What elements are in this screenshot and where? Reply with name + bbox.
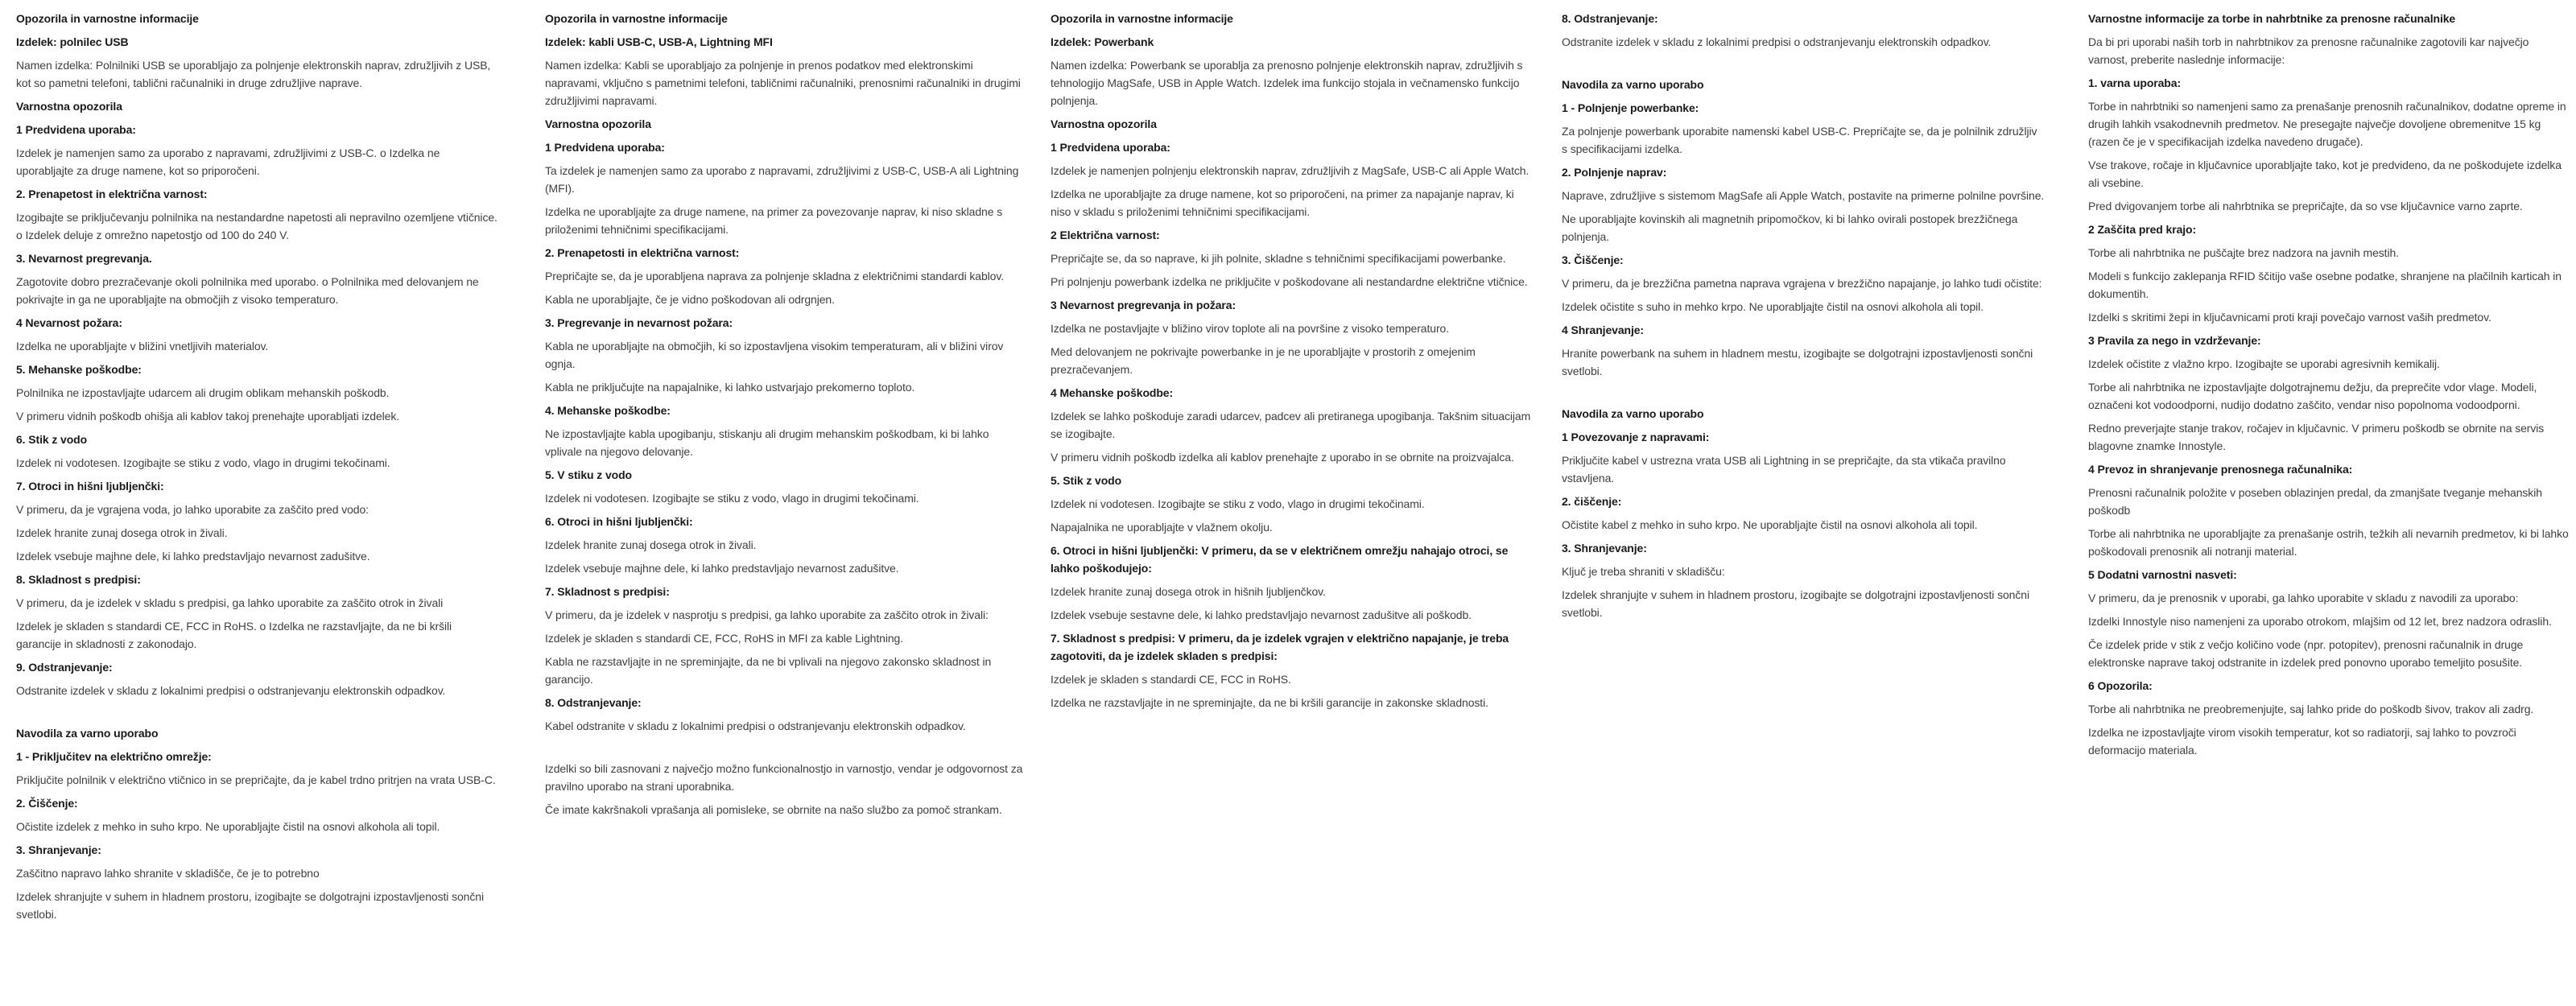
section-heading: 6. Otroci in hišni ljubljenčki: V primeru, da se v električnem omrežju nahajajo otroci, se lahko poškodujejo: bbox=[1051, 544, 1509, 575]
paragraph: Izdelek očistite s suho in mehko krpo. Ne uporabljajte čistil na osnovi alkohola ali topil. bbox=[1562, 300, 1984, 313]
paragraph: Izdelek shranjujte v suhem in hladnem prostoru, izogibajte se dolgotrajni izpostavljenosti sončni svetlobi. bbox=[16, 890, 484, 921]
paragraph: Pri polnjenju powerbank izdelka ne priključite v poškodovane ali nestandardne električne vtičnice. bbox=[1051, 275, 1528, 288]
section-heading: 2. Čiščenje: bbox=[16, 797, 78, 810]
paragraph: Ključ je treba shraniti v skladišču: bbox=[1562, 565, 1725, 578]
paragraph: V primeru, da je izdelek v skladu s predpisi, ga lahko uporabite za zaščito otrok in živali bbox=[16, 596, 444, 609]
section-heading: 1 - Priključitev na električno omrežje: bbox=[16, 750, 212, 763]
section-heading: 9. Odstranjevanje: bbox=[16, 661, 113, 674]
paragraph: Namen izdelka: Polnilniki USB se uporabljajo za polnjenje elektronskih naprav, združljivih z USB, kot so pametni telefoni, tablični računalniki in druge združljive naprave. bbox=[16, 59, 491, 89]
section-heading: 3 Pravila za nego in vzdrževanje: bbox=[2088, 334, 2261, 347]
paragraph: V primeru, da je prenosnik v uporabi, ga lahko uporabite v skladu z navodili za uporabo: bbox=[2088, 592, 2519, 604]
section-heading: 5. V stiku z vodo bbox=[545, 468, 632, 481]
paragraph: Napajalnika ne uporabljajte v vlažnem okolju. bbox=[1051, 521, 1273, 534]
section-heading: 2 Električna varnost: bbox=[1051, 229, 1160, 241]
paragraph: Izdelki Innostyle niso namenjeni za uporabo otrokom, mlajšim od 12 let, brez nadzora odraslih. bbox=[2088, 615, 2552, 628]
section-heading: Izdelek: kabli USB-C, USB-A, Lightning MFI bbox=[545, 35, 773, 48]
paragraph: Odstranite izdelek v skladu z lokalnimi predpisi o odstranjevanju elektronskih odpadkov. bbox=[16, 684, 446, 697]
paragraph: Pred dvigovanjem torbe ali nahrbtnika se prepričajte, da so vse ključavnice varno zaprte. bbox=[2088, 200, 2523, 212]
document-column-2 bbox=[545, 10, 1028, 824]
section-heading: 2 Zaščita pred krajo: bbox=[2088, 223, 2197, 236]
paragraph: Izdelek je skladen s standardi CE, FCC in RoHS. bbox=[1051, 673, 1291, 686]
paragraph: Vse trakove, ročaje in ključavnice uporabljajte tako, kot je predvideno, da ne poškodujete izdelka ali vsebine. bbox=[2088, 159, 2562, 189]
paragraph: Izdelek hranite zunaj dosega otrok in hišnih ljubljenčkov. bbox=[1051, 585, 1326, 598]
paragraph: Priključite kabel v ustrezna vrata USB ali Lightning in se prepričajte, da sta vtikača pravilno vstavljena. bbox=[1562, 454, 2006, 484]
paragraph: Ne uporabljajte kovinskih ali magnetnih pripomočkov, ki bi lahko ovirali postopek brezžičnega polnjenja. bbox=[1562, 212, 2018, 243]
paragraph: Izdelek je namenjen polnjenju elektronskih naprav, združljivih z MagSafe, USB-C ali Apple Watch. bbox=[1051, 164, 1530, 177]
spacer bbox=[545, 740, 1028, 760]
paragraph: Kabla ne uporabljajte na območjih, ki so izpostavljena visokim temperaturam, ali v bližini virov ognja. bbox=[545, 340, 1004, 370]
paragraph: Kabel odstranite v skladu z lokalnimi predpisi o odstranjevanju elektronskih odpadkov. bbox=[545, 719, 966, 732]
section-heading: Varnostna opozorila bbox=[1051, 118, 1157, 130]
section-heading: 1 - Polnjenje powerbanke: bbox=[1562, 101, 1699, 114]
paragraph: Naprave, združljive s sistemom MagSafe ali Apple Watch, postavite na primerne polnilne površine. bbox=[1562, 189, 2045, 202]
section-heading: Varnostne informacije za torbe in nahrbtnike za prenosne računalnike bbox=[2088, 12, 2456, 25]
section-heading: Navodila za varno uporabo bbox=[16, 727, 159, 740]
paragraph: Če imate kakršnakoli vprašanja ali pomisleke, se obrnite na našo službo za pomoč strankam. bbox=[545, 803, 1002, 816]
section-heading: 3. Nevarnost pregrevanja. bbox=[16, 252, 152, 265]
section-heading: 2. Polnjenje naprav: bbox=[1562, 166, 1667, 179]
paragraph: Izdelek je skladen s standardi CE, FCC in RoHS. o Izdelka ne razstavljajte, da ne bi kršili garancije in skladnosti z zakonodajo. bbox=[16, 620, 452, 650]
paragraph: Izdelek ni vodotesen. Izogibajte se stiku z vodo, vlago in drugimi tekočinami. bbox=[1051, 497, 1425, 510]
section-heading: 1. varna uporaba: bbox=[2088, 76, 2182, 89]
paragraph: Izdelek se lahko poškoduje zaradi udarcev, padcev ali pretiranega upogibanja. Takšnim situacijam se izogibajte. bbox=[1051, 410, 1531, 440]
section-heading: Izdelek: Powerbank bbox=[1051, 35, 1154, 48]
spacer bbox=[1562, 56, 2045, 76]
paragraph: Ta izdelek je namenjen samo za uporabo z napravami, združljivimi z USB-C, USB-A ali Lightning (MFI). bbox=[545, 164, 1019, 195]
document-column-5 bbox=[2088, 10, 2571, 765]
paragraph: Kabla ne priključujte na napajalnike, ki lahko ustvarjajo prekomerno toploto. bbox=[545, 381, 915, 394]
paragraph: Kabla ne razstavljajte in ne spreminjajte, da ne bi vplivali na njegovo zakonsko skladnost in garancijo. bbox=[545, 655, 992, 686]
section-heading: Varnostna opozorila bbox=[16, 100, 122, 113]
paragraph: Torbe ali nahrbtnika ne puščajte brez nadzora na javnih mestih. bbox=[2088, 246, 2399, 259]
section-heading: 3. Čiščenje: bbox=[1562, 254, 1624, 266]
paragraph: Da bi pri uporabi naših torb in nahrbtnikov za prenosne računalnike zagotovili kar največjo varnost, preberite naslednje informacije: bbox=[2088, 35, 2529, 66]
paragraph: Torbe ali nahrbtnika ne preobremenjujte, saj lahko pride do poškodb šivov, trakov ali zadrg. bbox=[2088, 703, 2534, 715]
paragraph: Prepričajte se, da so naprave, ki jih polnite, skladne s tehničnimi specifikacijami powerbanke. bbox=[1051, 252, 1506, 265]
section-heading: 8. Odstranjevanje: bbox=[545, 696, 642, 709]
section-heading: 1 Predvidena uporaba: bbox=[545, 141, 665, 154]
paragraph: Torbe in nahrbtniki so namenjeni samo za prenašanje prenosnih računalnikov, dodatne opreme in drugih lahkih vsakodnevnih predmetov. Ne presegajte največje dovoljene obremenitve 15 kg (razen če je v specifikacijah izdelka navedeno drugače). bbox=[2088, 100, 2566, 148]
section-heading: 2. Prenapetosti in električna varnost: bbox=[545, 246, 740, 259]
section-heading: Izdelek: polnilec USB bbox=[16, 35, 129, 48]
paragraph: Zaščitno napravo lahko shranite v skladišče, če je to potrebno bbox=[16, 867, 320, 880]
section-heading: 4 Nevarnost požara: bbox=[16, 316, 122, 329]
spacer bbox=[1562, 385, 2045, 405]
paragraph: Izdelek vsebuje majhne dele, ki lahko predstavljajo nevarnost zadušitve. bbox=[545, 562, 899, 575]
section-heading: 4. Mehanske poškodbe: bbox=[545, 404, 671, 417]
paragraph: Prenosni računalnik položite v poseben oblazinjen predal, da zmanjšate tveganje mehanskih poškodb bbox=[2088, 486, 2542, 517]
paragraph: Izdelka ne uporabljajte za druge namene, na primer za povezovanje naprav, ki niso skladne s priloženimi tehničnimi specifikacijami. bbox=[545, 205, 1003, 236]
paragraph: Izdelek je skladen s standardi CE, FCC, RoHS in MFI za kable Lightning. bbox=[545, 632, 903, 645]
section-heading: Varnostna opozorila bbox=[545, 118, 651, 130]
section-heading: 5. Mehanske poškodbe: bbox=[16, 363, 142, 376]
section-heading: 1 Predvidena uporaba: bbox=[16, 123, 136, 136]
paragraph: Izdelek hranite zunaj dosega otrok in živali. bbox=[16, 526, 228, 539]
paragraph: Izdelki s skritimi žepi in ključavnicami proti kraji povečajo varnost vaših predmetov. bbox=[2088, 311, 2491, 324]
section-heading: 3. Pregrevanje in nevarnost požara: bbox=[545, 316, 733, 329]
section-heading: 8. Odstranjevanje: bbox=[1562, 12, 1658, 25]
section-heading: 7. Otroci in hišni ljubljenčki: bbox=[16, 480, 164, 493]
paragraph: Izdelki so bili zasnovani z največjo možno funkcionalnostjo in varnostjo, vendar je odgovornost za pravilno uporabo na strani uporabnika. bbox=[545, 762, 1023, 793]
paragraph: Priključite polnilnik v električno vtičnico in se prepričajte, da je kabel trdno pritrjen na vrata USB-C. bbox=[16, 773, 496, 786]
paragraph: V primeru, da je izdelek v nasprotju s predpisi, ga lahko uporabite za zaščito otrok in živali: bbox=[545, 608, 989, 621]
paragraph: Izdelek hranite zunaj dosega otrok in živali. bbox=[545, 538, 757, 551]
paragraph: Izdelka ne razstavljajte in ne spreminjajte, da ne bi kršili garancije in zakonske skladnosti. bbox=[1051, 696, 1488, 709]
paragraph: Zagotovite dobro prezračevanje okoli polnilnika med uporabo. o Polnilnika med delovanjem ne pokrivajte in ga ne uporabljajte na območjih z visoko temperaturo. bbox=[16, 275, 479, 306]
section-heading: 5 Dodatni varnostni nasveti: bbox=[2088, 568, 2237, 581]
section-heading: 7. Skladnost s predpisi: bbox=[545, 585, 670, 598]
section-heading: Navodila za varno uporabo bbox=[1562, 78, 1704, 91]
paragraph: Polnilnika ne izpostavljajte udarcem ali drugim oblikam mehanskih poškodb. bbox=[16, 386, 390, 399]
section-heading: 4 Shranjevanje: bbox=[1562, 324, 1644, 336]
section-heading: 4 Prevoz in shranjevanje prenosnega računalnika: bbox=[2088, 463, 2353, 476]
section-heading: Opozorila in varnostne informacije bbox=[545, 12, 728, 25]
paragraph: Kabla ne uporabljajte, če je vidno poškodovan ali odrgnjen. bbox=[545, 293, 835, 306]
document-column-1 bbox=[16, 10, 499, 929]
paragraph: Namen izdelka: Kabli se uporabljajo za polnjenje in prenos podatkov med elektronskimi napravami, vključno s pametnimi telefoni, tabličnimi računalniki, prenosnimi računalniki in drugimi združljivimi napravami. bbox=[545, 59, 1021, 107]
section-heading: 3. Shranjevanje: bbox=[16, 843, 101, 856]
section-heading: Navodila za varno uporabo bbox=[1562, 407, 1704, 420]
paragraph: Izdelka ne postavljajte v bližino virov toplote ali na površine z visoko temperaturo. bbox=[1051, 322, 1449, 335]
paragraph: Ne izpostavljajte kabla upogibanju, stiskanju ali drugim mehanskim poškodbam, ki bi lahko vplivale na njegovo delovanje. bbox=[545, 427, 989, 458]
paragraph: Če izdelek pride v stik z večjo količino vode (npr. potopitev), prenosni računalnik in druge elektronske naprave takoj odstranite in izdelek pred ponovno uporabo temeljito posušite. bbox=[2088, 638, 2524, 669]
paragraph: Za polnjenje powerbank uporabite namenski kabel USB-C. Prepričajte se, da je polnilnik združljiv s specifikacijami izdelka. bbox=[1562, 125, 2037, 155]
paragraph: Izdelek je namenjen samo za uporabo z napravami, združljivimi z USB-C. o Izdelka ne uporabljajte za druge namene, kot so priporočeni. bbox=[16, 146, 440, 177]
paragraph: Izdelka ne uporabljajte v bližini vnetljivih materialov. bbox=[16, 340, 269, 353]
paragraph: V primeru, da je vgrajena voda, jo lahko uporabite za zaščito pred vodo: bbox=[16, 503, 369, 516]
paragraph: Odstranite izdelek v skladu z lokalnimi predpisi o odstranjevanju elektronskih odpadkov. bbox=[1562, 35, 1992, 48]
section-heading: 1 Predvidena uporaba: bbox=[1051, 141, 1170, 154]
paragraph: Izogibajte se priključevanju polnilnika na nestandardne napetosti ali nepravilno ozemljene vtičnice. o Izdelek deluje z omrežno napetostjo od 100 do 240 V. bbox=[16, 211, 497, 241]
paragraph: Hranite powerbank na suhem in hladnem mestu, izogibajte se dolgotrajni izpostavljenosti sončni svetlobi. bbox=[1562, 347, 2033, 377]
paragraph: Izdelka ne uporabljajte za druge namene, kot so priporočeni, na primer za napajanje naprav, ki niso v skladu s priloženimi tehničnimi specifikacijami. bbox=[1051, 188, 1514, 218]
paragraph: Modeli s funkcijo zaklepanja RFID ščitijo vaše osebne podatke, shranjene na plačilnih karticah in dokumentih. bbox=[2088, 270, 2562, 300]
paragraph: Izdelek očistite z vlažno krpo. Izogibajte se uporabi agresivnih kemikalij. bbox=[2088, 357, 2440, 370]
document-column-4 bbox=[1562, 10, 2045, 627]
section-heading: 2. Prenapetost in električna varnost: bbox=[16, 188, 208, 200]
section-heading: 3. Shranjevanje: bbox=[1562, 542, 1647, 555]
paragraph: Redno preverjajte stanje trakov, ročajev in ključavnic. V primeru poškodb se obrnite na servis blagovne znamke Innostyle. bbox=[2088, 422, 2545, 452]
section-heading: 4 Mehanske poškodbe: bbox=[1051, 386, 1174, 399]
paragraph: Prepričajte se, da je uporabljena naprava za polnjenje skladna z električnimi standardi kablov. bbox=[545, 270, 1005, 282]
paragraph: Namen izdelka: Powerbank se uporablja za prenosno polnjenje elektronskih naprav, združljivih s tehnologijo MagSafe, USB in Apple Watch. Izdelek ima funkcijo stojala in večnamensko funkcijo polnjenja. bbox=[1051, 59, 1523, 107]
paragraph: Izdelek ni vodotesen. Izogibajte se stiku z vodo, vlago in drugimi tekočinami. bbox=[545, 492, 919, 505]
spacer bbox=[16, 705, 499, 724]
section-heading: Opozorila in varnostne informacije bbox=[16, 12, 199, 25]
section-heading: 1 Povezovanje z napravami: bbox=[1562, 431, 1710, 443]
paragraph: Med delovanjem ne pokrivajte powerbanke in je ne uporabljajte v prostorih z omejenim prezračevanjem. bbox=[1051, 345, 1476, 376]
paragraph: Torbe ali nahrbtnika ne izpostavljajte dolgotrajnemu dežju, da preprečite vdor vlage. Modeli, označeni kot vodoodporni, nudijo dodatno zaščito, vendar niso popolnoma vodoodporni. bbox=[2088, 381, 2537, 411]
paragraph: V primeru vidnih poškodb ohišja ali kablov takoj prenehajte uporabljati izdelek. bbox=[16, 410, 400, 423]
section-heading: 6. Stik z vodo bbox=[16, 433, 88, 446]
paragraph: Očistite kabel z mehko in suho krpo. Ne uporabljajte čistil na osnovi alkohola ali topil. bbox=[1562, 518, 1978, 531]
paragraph: Izdelek ni vodotesen. Izogibajte se stiku z vodo, vlago in drugimi tekočinami. bbox=[16, 456, 390, 469]
paragraph: V primeru vidnih poškodb izdelka ali kablov prenehajte z uporabo in se obrnite na proizvajalca. bbox=[1051, 451, 1514, 464]
section-heading: 2. čiščenje: bbox=[1562, 495, 1622, 508]
paragraph: Očistite izdelek z mehko in suho krpo. Ne uporabljajte čistil na osnovi alkohola ali topil. bbox=[16, 820, 440, 833]
paragraph: Izdelka ne izpostavljajte virom visokih temperatur, kot so radiatorji, saj lahko to povzroči deformacijo materiala. bbox=[2088, 726, 2516, 757]
paragraph: Izdelek vsebuje sestavne dele, ki lahko predstavljajo nevarnost zadušitve ali poškodb. bbox=[1051, 608, 1472, 621]
section-heading: 7. Skladnost s predpisi: V primeru, da je izdelek vgrajen v električno napajanje, je treba zagotoviti, da je izdelek skladen s predpisi: bbox=[1051, 632, 1509, 662]
section-heading: 6 Opozorila: bbox=[2088, 679, 2153, 692]
section-heading: 3 Nevarnost pregrevanja in požara: bbox=[1051, 299, 1236, 311]
section-heading: 5. Stik z vodo bbox=[1051, 474, 1122, 487]
document-column-3 bbox=[1051, 10, 1534, 717]
paragraph: Izdelek vsebuje majhne dele, ki lahko predstavljajo nevarnost zadušitve. bbox=[16, 550, 370, 563]
paragraph: Izdelek shranjujte v suhem in hladnem prostoru, izogibajte se dolgotrajni izpostavljenosti sončni svetlobi. bbox=[1562, 588, 2029, 619]
paragraph: V primeru, da je brezžična pametna naprava vgrajena v brezžično napajanje, jo lahko tudi očistite: bbox=[1562, 277, 2042, 290]
section-heading: Opozorila in varnostne informacije bbox=[1051, 12, 1233, 25]
paragraph: Torbe ali nahrbtnika ne uporabljajte za prenašanje ostrih, težkih ali nevarnih predmetov, ki bi lahko poškodovali prenosnik ali notranji material. bbox=[2088, 527, 2569, 558]
section-heading: 8. Skladnost s predpisi: bbox=[16, 573, 141, 586]
section-heading: 6. Otroci in hišni ljubljenčki: bbox=[545, 515, 693, 528]
